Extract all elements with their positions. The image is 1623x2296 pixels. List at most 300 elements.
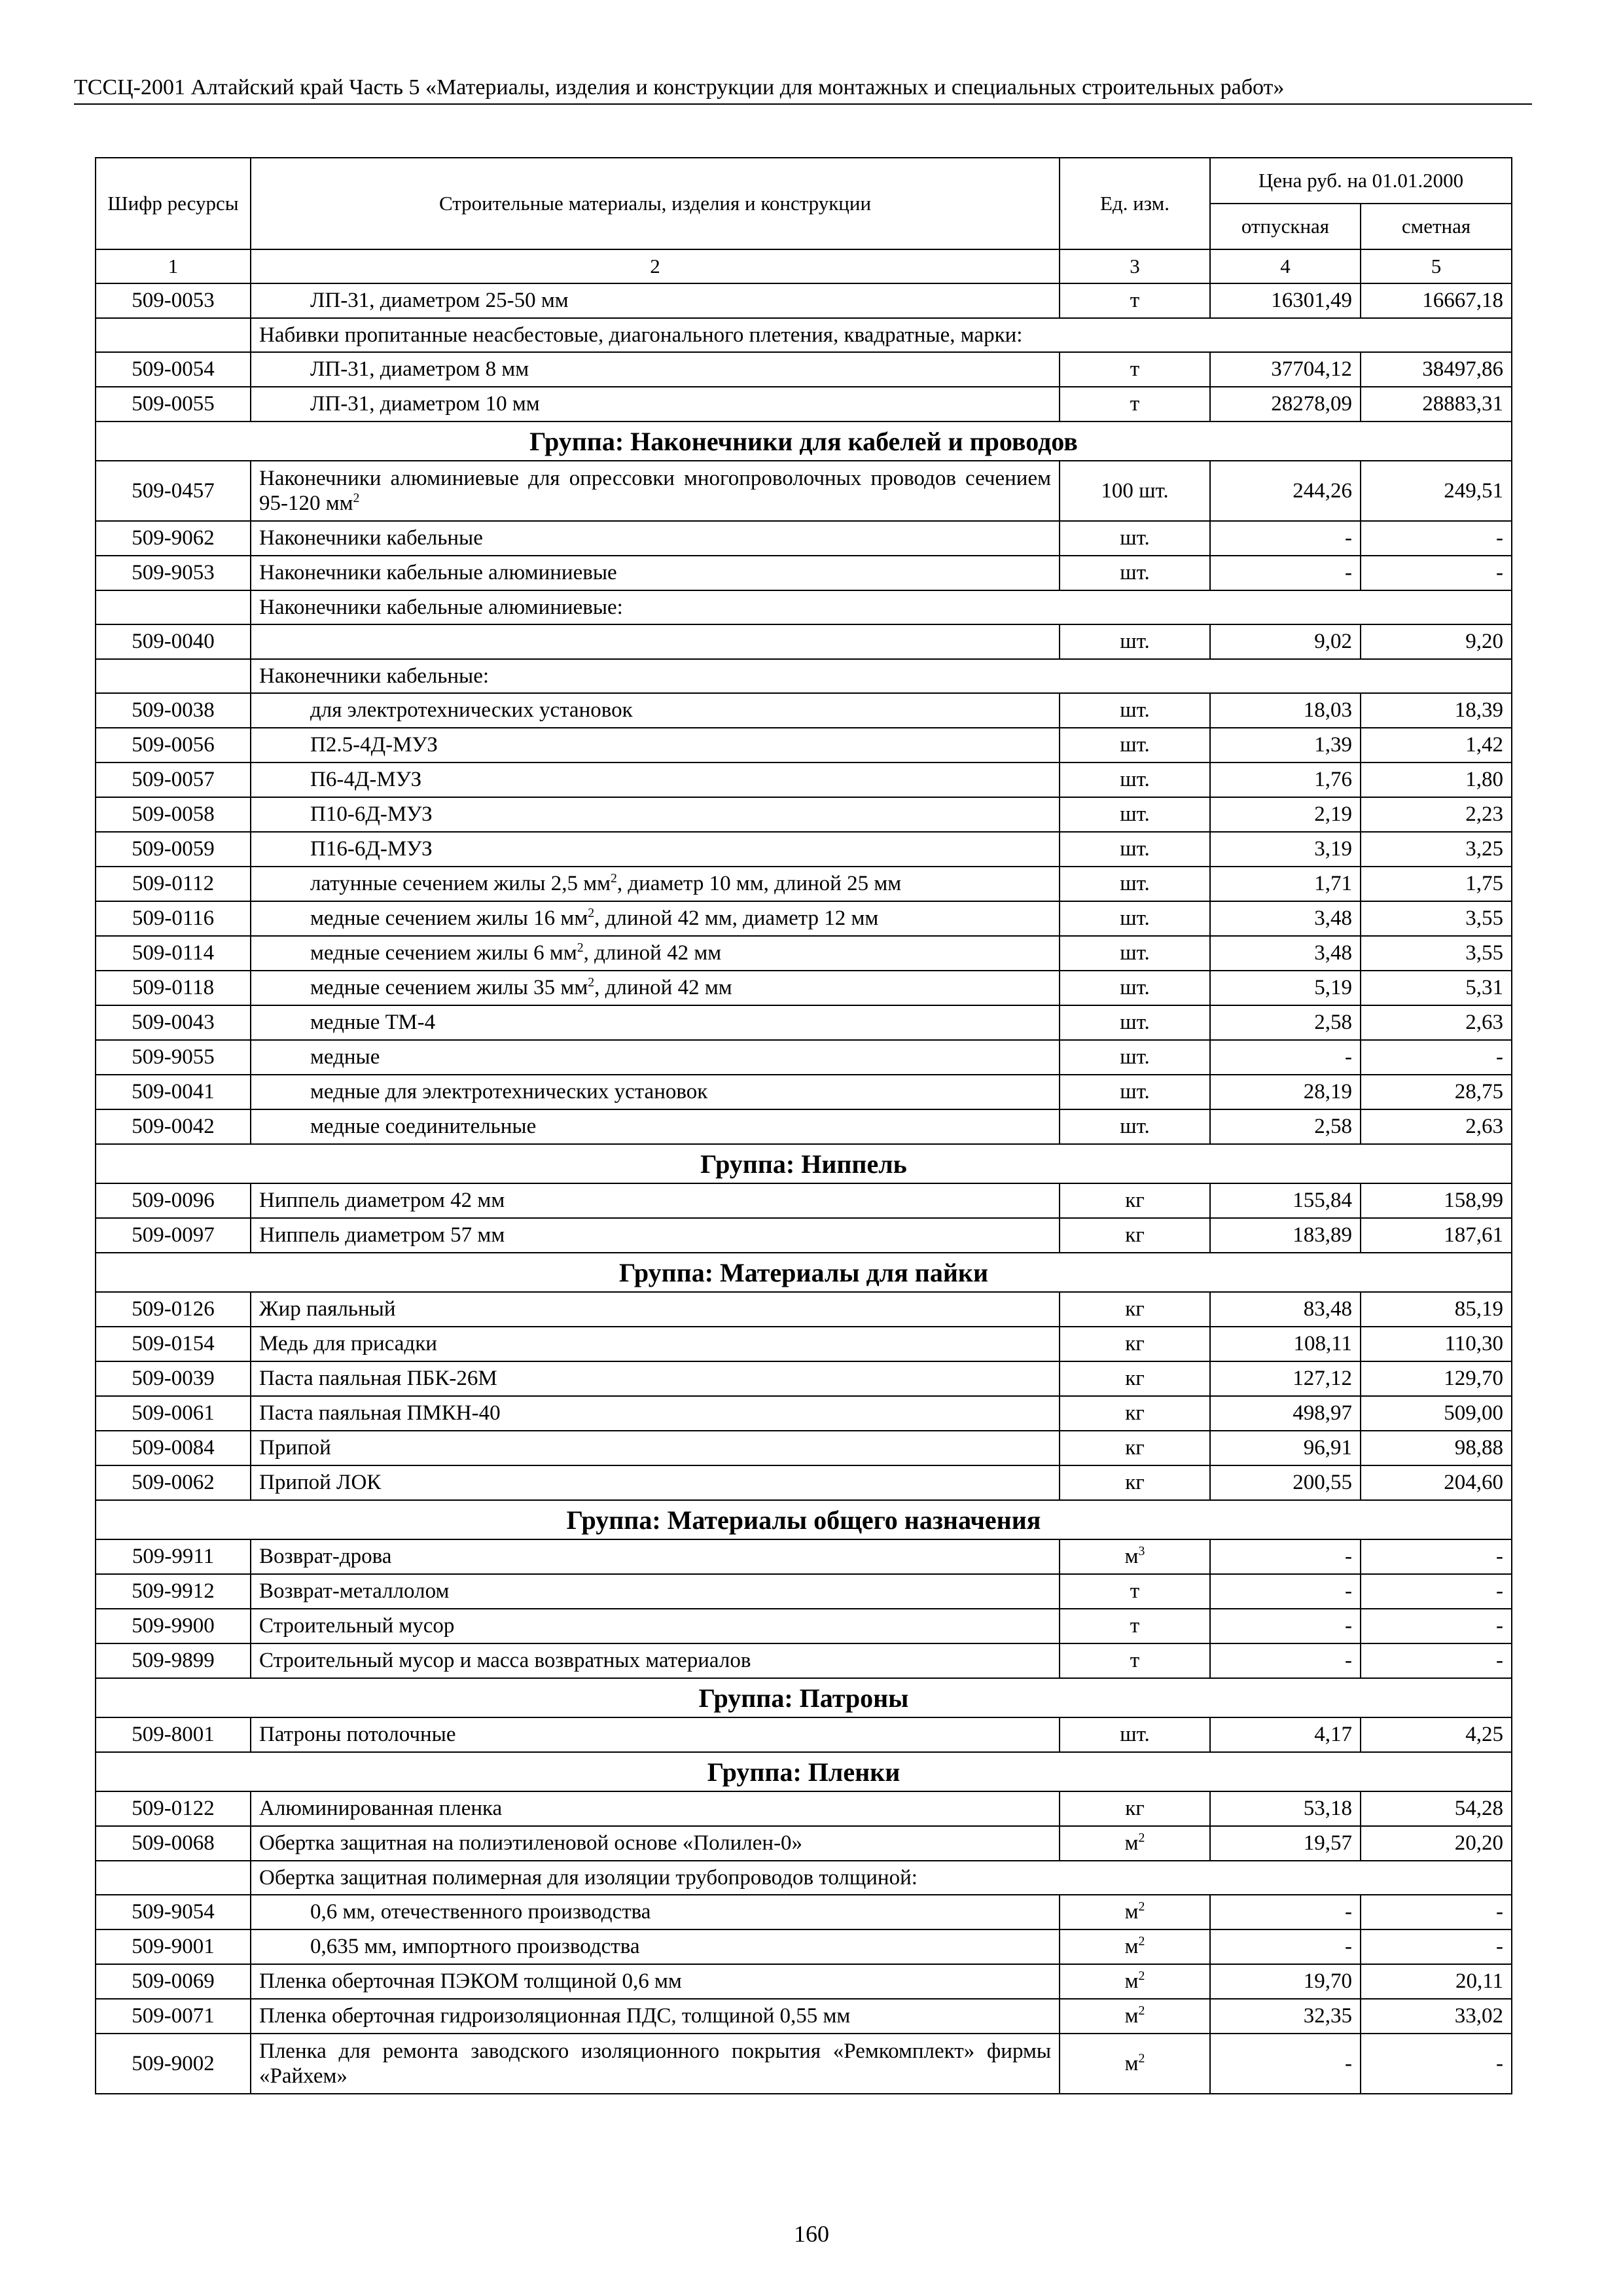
material-name-text: медные для электротехнических установок xyxy=(310,1080,708,1103)
table-row xyxy=(96,461,1512,521)
release-price: 3,48 xyxy=(1210,936,1361,971)
resource-code: 509-0097 xyxy=(96,1218,251,1253)
unit-text: шт. xyxy=(1120,802,1150,826)
table-row xyxy=(96,1717,1512,1752)
material-name xyxy=(251,1826,1060,1861)
resource-code: 509-0062 xyxy=(96,1465,251,1500)
material-name-text: медные xyxy=(310,1045,380,1069)
column-number: 4 xyxy=(1210,249,1361,283)
table-row xyxy=(96,971,1512,1005)
resource-code: 509-9053 xyxy=(96,556,251,590)
release-price: 127,12 xyxy=(1210,1361,1361,1396)
resource-code: 509-0154 xyxy=(96,1327,251,1361)
table-row xyxy=(96,693,1512,728)
group-title: Группа: Пленки xyxy=(96,1752,1512,1791)
unit-of-measure xyxy=(1060,1999,1210,2034)
release-price: - xyxy=(1210,1574,1361,1609)
resource-code: 509-0118 xyxy=(96,971,251,1005)
resource-code: 509-9001 xyxy=(96,1929,251,1964)
material-name-text: медные сечением жилы 16 мм xyxy=(310,906,588,930)
unit-of-measure xyxy=(1060,1431,1210,1465)
table-row xyxy=(96,1183,1512,1218)
subheading-row xyxy=(96,590,1512,624)
material-name xyxy=(251,352,1060,387)
table-row xyxy=(96,1826,1512,1861)
material-name-text: 0,6 мм, отечественного производства xyxy=(310,1900,651,1924)
group-title: Группа: Ниппель xyxy=(96,1144,1512,1183)
table-row xyxy=(96,1327,1512,1361)
resource-code: 509-0043 xyxy=(96,1005,251,1040)
unit-of-measure xyxy=(1060,832,1210,867)
estimate-price: - xyxy=(1361,1539,1512,1574)
resource-code-cell xyxy=(96,1861,251,1895)
unit-of-measure xyxy=(1060,936,1210,971)
release-price: 18,03 xyxy=(1210,693,1361,728)
table-row xyxy=(96,797,1512,832)
material-name-text: Паста паяльная ПМКН-40 xyxy=(259,1401,501,1425)
unit-text: м xyxy=(1124,1831,1139,1855)
group-heading-row xyxy=(96,1678,1512,1717)
unit-text: кг xyxy=(1125,1332,1145,1355)
estimate-price: 9,20 xyxy=(1361,624,1512,659)
material-name xyxy=(251,762,1060,797)
estimate-price: - xyxy=(1361,1895,1512,1929)
column-number: 3 xyxy=(1060,249,1210,283)
material-name-text: Возврат-металлолом xyxy=(259,1579,450,1603)
material-name-text: Строительный мусор xyxy=(259,1614,455,1638)
unit-superscript: 2 xyxy=(1138,2051,1145,2066)
material-name-text: П2.5-4Д-МУЗ xyxy=(310,733,438,757)
resource-code: 509-9055 xyxy=(96,1040,251,1075)
material-name xyxy=(251,1609,1060,1643)
table-row xyxy=(96,1109,1512,1144)
unit-text: шт. xyxy=(1120,976,1150,999)
material-name xyxy=(251,1643,1060,1678)
estimate-price: 187,61 xyxy=(1361,1218,1512,1253)
table-row xyxy=(96,387,1512,422)
unit-text: кг xyxy=(1125,1297,1145,1321)
price-table xyxy=(95,157,1512,2094)
table-row xyxy=(96,556,1512,590)
material-name-text: медные сечением жилы 6 мм xyxy=(310,941,577,965)
unit-text: кг xyxy=(1125,1367,1145,1390)
release-price: 83,48 xyxy=(1210,1292,1361,1327)
unit-of-measure xyxy=(1060,1218,1210,1253)
unit-of-measure xyxy=(1060,1826,1210,1861)
column-header-price-release: отпускная xyxy=(1210,204,1361,249)
release-price: 4,17 xyxy=(1210,1717,1361,1752)
estimate-price: 20,11 xyxy=(1361,1964,1512,1999)
group-title: Группа: Наконечники для кабелей и проводов xyxy=(96,422,1512,461)
resource-code: 509-0068 xyxy=(96,1826,251,1861)
unit-text: т xyxy=(1130,392,1140,416)
resource-code: 509-0096 xyxy=(96,1183,251,1218)
material-name xyxy=(251,1964,1060,1999)
unit-text: шт. xyxy=(1120,941,1150,965)
resource-code: 509-0056 xyxy=(96,728,251,762)
estimate-price: 5,31 xyxy=(1361,971,1512,1005)
subheading-text: Обертка защитная полимерная для изоляции трубопроводов толщиной: xyxy=(251,1861,1512,1895)
estimate-price: - xyxy=(1361,1609,1512,1643)
release-price: 2,58 xyxy=(1210,1005,1361,1040)
estimate-price: - xyxy=(1361,521,1512,556)
resource-code: 509-0054 xyxy=(96,352,251,387)
unit-of-measure xyxy=(1060,1109,1210,1144)
estimate-price: 28,75 xyxy=(1361,1075,1512,1109)
group-title: Группа: Патроны xyxy=(96,1678,1512,1717)
unit-text: м xyxy=(1124,1969,1139,1993)
group-heading-row xyxy=(96,1752,1512,1791)
unit-of-measure xyxy=(1060,693,1210,728)
estimate-price: 85,19 xyxy=(1361,1292,1512,1327)
unit-of-measure xyxy=(1060,1396,1210,1431)
resource-code: 509-9062 xyxy=(96,521,251,556)
resource-code: 509-0071 xyxy=(96,1999,251,2034)
table-row xyxy=(96,1791,1512,1826)
table-row xyxy=(96,1574,1512,1609)
subheading-text: Наконечники кабельные: xyxy=(251,659,1512,693)
table-row xyxy=(96,1361,1512,1396)
unit-text: шт. xyxy=(1120,1115,1150,1138)
column-header-code: Шифр ресурсы xyxy=(96,158,251,249)
unit-of-measure xyxy=(1060,1327,1210,1361)
table-row xyxy=(96,867,1512,901)
estimate-price: - xyxy=(1361,1643,1512,1678)
page-number: 160 xyxy=(794,2221,829,2247)
table-row xyxy=(96,1539,1512,1574)
material-name-text: Строительный мусор и масса возвратных материалов xyxy=(259,1649,751,1672)
unit-text: шт. xyxy=(1120,872,1150,895)
unit-of-measure xyxy=(1060,1574,1210,1609)
unit-text: м xyxy=(1124,1545,1139,1568)
resource-code: 509-0040 xyxy=(96,624,251,659)
estimate-price: 158,99 xyxy=(1361,1183,1512,1218)
unit-text: м xyxy=(1124,1900,1139,1924)
unit-superscript: 2 xyxy=(1138,1831,1145,1845)
estimate-price: 98,88 xyxy=(1361,1431,1512,1465)
estimate-price: - xyxy=(1361,1040,1512,1075)
material-name xyxy=(251,521,1060,556)
unit-of-measure xyxy=(1060,1075,1210,1109)
estimate-price: 28883,31 xyxy=(1361,387,1512,422)
release-price: - xyxy=(1210,1895,1361,1929)
material-name-text: П10-6Д-МУЗ xyxy=(310,802,433,826)
table-row xyxy=(96,1964,1512,1999)
unit-of-measure xyxy=(1060,1539,1210,1574)
group-title: Группа: Материалы для пайки xyxy=(96,1253,1512,1292)
unit-text: т xyxy=(1130,289,1140,312)
resource-code: 509-0038 xyxy=(96,693,251,728)
material-name xyxy=(251,1361,1060,1396)
subheading-row xyxy=(96,318,1512,352)
table-row xyxy=(96,1431,1512,1465)
material-name xyxy=(251,1327,1060,1361)
estimate-price: - xyxy=(1361,556,1512,590)
table-row xyxy=(96,1895,1512,1929)
table-row xyxy=(96,352,1512,387)
release-price: 28278,09 xyxy=(1210,387,1361,422)
column-header-price-group: Цена руб. на 01.01.2000 xyxy=(1210,158,1512,204)
release-price: 9,02 xyxy=(1210,624,1361,659)
release-price: 96,91 xyxy=(1210,1431,1361,1465)
unit-of-measure xyxy=(1060,1895,1210,1929)
table-row xyxy=(96,1005,1512,1040)
resource-code: 509-8001 xyxy=(96,1717,251,1752)
material-name-text: Наконечники кабельные xyxy=(259,526,483,550)
resource-code: 509-0116 xyxy=(96,901,251,936)
unit-of-measure xyxy=(1060,797,1210,832)
group-heading-row xyxy=(96,1500,1512,1539)
resource-code: 509-0084 xyxy=(96,1431,251,1465)
release-price: 183,89 xyxy=(1210,1218,1361,1253)
unit-of-measure xyxy=(1060,556,1210,590)
material-name xyxy=(251,1431,1060,1465)
material-name-text: Медь для присадки xyxy=(259,1332,437,1355)
material-name-text: ЛП-31, диаметром 8 мм xyxy=(310,357,529,381)
unit-of-measure xyxy=(1060,1643,1210,1678)
material-name-text: П16-6Д-МУЗ xyxy=(310,837,433,861)
release-price: 28,19 xyxy=(1210,1075,1361,1109)
unit-of-measure xyxy=(1060,2034,1210,2094)
estimate-price: 1,80 xyxy=(1361,762,1512,797)
resource-code: 509-9899 xyxy=(96,1643,251,1678)
unit-text: т xyxy=(1130,357,1140,381)
material-name xyxy=(251,1574,1060,1609)
superscript: 2 xyxy=(577,941,584,955)
unit-text: кг xyxy=(1125,1223,1145,1247)
material-name xyxy=(251,1218,1060,1253)
unit-text: т xyxy=(1130,1614,1140,1638)
unit-superscript: 3 xyxy=(1138,1544,1145,1558)
release-price: 19,57 xyxy=(1210,1826,1361,1861)
group-heading-row xyxy=(96,1253,1512,1292)
release-price: 108,11 xyxy=(1210,1327,1361,1361)
material-name-text: ЛП-31, диаметром 10 мм xyxy=(310,392,540,416)
table-row xyxy=(96,521,1512,556)
material-name-text: Пленка для ремонта заводского изоляционного покрытия «Ремкомплект» фирмы «Райхем» xyxy=(259,2039,1051,2088)
unit-of-measure xyxy=(1060,387,1210,422)
table-row xyxy=(96,1040,1512,1075)
release-price: 19,70 xyxy=(1210,1964,1361,1999)
material-name-text-tail: , длиной 42 мм xyxy=(594,976,732,999)
material-name-text-tail: , длиной 42 мм xyxy=(583,941,722,965)
material-name-text: медные соединительные xyxy=(310,1115,537,1138)
material-name xyxy=(251,1040,1060,1075)
release-price: - xyxy=(1210,1609,1361,1643)
material-name xyxy=(251,461,1060,521)
table-row xyxy=(96,1465,1512,1500)
resource-code: 509-0039 xyxy=(96,1361,251,1396)
release-price: 53,18 xyxy=(1210,1791,1361,1826)
material-name-text: латунные сечением жилы 2,5 мм xyxy=(310,872,611,895)
unit-of-measure xyxy=(1060,283,1210,318)
estimate-price: 249,51 xyxy=(1361,461,1512,521)
unit-text: шт. xyxy=(1120,1011,1150,1034)
unit-text: кг xyxy=(1125,1401,1145,1425)
resource-code: 509-9911 xyxy=(96,1539,251,1574)
estimate-price: - xyxy=(1361,2034,1512,2094)
unit-of-measure xyxy=(1060,1791,1210,1826)
release-price: - xyxy=(1210,2034,1361,2094)
estimate-price: 2,63 xyxy=(1361,1005,1512,1040)
unit-text: м xyxy=(1124,1935,1139,1958)
unit-superscript: 2 xyxy=(1138,1969,1145,1983)
unit-of-measure xyxy=(1060,1929,1210,1964)
material-name xyxy=(251,936,1060,971)
release-price: 1,71 xyxy=(1210,867,1361,901)
material-name xyxy=(251,1292,1060,1327)
material-name xyxy=(251,1005,1060,1040)
group-title: Группа: Материалы общего назначения xyxy=(96,1500,1512,1539)
table-row xyxy=(96,832,1512,867)
material-name-text-tail: , диаметр 10 мм, длиной 25 мм xyxy=(616,872,902,895)
table-row xyxy=(96,936,1512,971)
subheading-row xyxy=(96,659,1512,693)
estimate-price: 2,63 xyxy=(1361,1109,1512,1144)
material-name-text: медные ТМ-4 xyxy=(310,1011,436,1034)
resource-code: 509-0126 xyxy=(96,1292,251,1327)
release-price: 244,26 xyxy=(1210,461,1361,521)
material-name xyxy=(251,901,1060,936)
estimate-price: 129,70 xyxy=(1361,1361,1512,1396)
unit-of-measure xyxy=(1060,521,1210,556)
resource-code: 509-0053 xyxy=(96,283,251,318)
estimate-price: 110,30 xyxy=(1361,1327,1512,1361)
material-name xyxy=(251,1929,1060,1964)
subheading-text: Набивки пропитанные неасбестовые, диагонального плетения, квадратные, марки: xyxy=(251,318,1512,352)
unit-of-measure xyxy=(1060,1465,1210,1500)
unit-superscript: 2 xyxy=(1138,1934,1145,1948)
release-price: 155,84 xyxy=(1210,1183,1361,1218)
material-name-text: Паста паяльная ПБК-26М xyxy=(259,1367,497,1390)
material-name xyxy=(251,1539,1060,1574)
material-name-text: Наконечники кабельные алюминиевые xyxy=(259,561,617,584)
material-name-text: Обертка защитная на полиэтиленовой основе «Полилен-0» xyxy=(259,1831,803,1855)
superscript: 2 xyxy=(610,871,617,886)
table-row xyxy=(96,2034,1512,2094)
release-price: 498,97 xyxy=(1210,1396,1361,1431)
material-name-text: Патроны потолочные xyxy=(259,1723,456,1746)
unit-text: шт. xyxy=(1120,1723,1150,1746)
unit-superscript: 2 xyxy=(1138,1899,1145,1914)
unit-of-measure xyxy=(1060,971,1210,1005)
table-row xyxy=(96,624,1512,659)
material-name xyxy=(251,1075,1060,1109)
subheading-text: Наконечники кабельные алюминиевые: xyxy=(251,590,1512,624)
unit-text: кг xyxy=(1125,1471,1145,1494)
resource-code: 509-0114 xyxy=(96,936,251,971)
material-name-text: Жир паяльный xyxy=(259,1297,396,1321)
material-name-text: Припой ЛОК xyxy=(259,1471,382,1494)
resource-code: 509-9900 xyxy=(96,1609,251,1643)
estimate-price: 2,23 xyxy=(1361,797,1512,832)
unit-text: шт. xyxy=(1120,698,1150,722)
estimate-price: 1,42 xyxy=(1361,728,1512,762)
unit-text: т xyxy=(1130,1579,1140,1603)
release-price: 2,19 xyxy=(1210,797,1361,832)
resource-code: 509-0457 xyxy=(96,461,251,521)
estimate-price: 3,55 xyxy=(1361,901,1512,936)
material-name-text: Ниппель диаметром 42 мм xyxy=(259,1189,505,1212)
material-name xyxy=(251,1999,1060,2034)
unit-superscript: 2 xyxy=(1138,2003,1145,2018)
material-name xyxy=(251,2034,1060,2094)
resource-code: 509-0069 xyxy=(96,1964,251,1999)
estimate-price: 18,39 xyxy=(1361,693,1512,728)
unit-of-measure xyxy=(1060,901,1210,936)
unit-of-measure xyxy=(1060,1005,1210,1040)
unit-text: м xyxy=(1124,2051,1139,2075)
material-name-text: 0,635 мм, импортного производства xyxy=(310,1935,640,1958)
unit-of-measure xyxy=(1060,728,1210,762)
material-name-text: Алюминированная пленка xyxy=(259,1797,503,1820)
estimate-price: 20,20 xyxy=(1361,1826,1512,1861)
unit-of-measure xyxy=(1060,1183,1210,1218)
estimate-price: 38497,86 xyxy=(1361,352,1512,387)
material-name xyxy=(251,797,1060,832)
resource-code: 509-0112 xyxy=(96,867,251,901)
table-row xyxy=(96,1075,1512,1109)
material-name xyxy=(251,832,1060,867)
unit-text: кг xyxy=(1125,1797,1145,1820)
estimate-price: 509,00 xyxy=(1361,1396,1512,1431)
price-table-body xyxy=(96,283,1512,2094)
estimate-price: - xyxy=(1361,1929,1512,1964)
material-name xyxy=(251,1791,1060,1826)
release-price: - xyxy=(1210,556,1361,590)
material-name-text: ЛП-31, диаметром 25-50 мм xyxy=(310,289,569,312)
column-number: 5 xyxy=(1361,249,1512,283)
unit-text: кг xyxy=(1125,1436,1145,1460)
material-name-text: Пленка оберточная гидроизоляционная ПДС, толщиной 0,55 мм xyxy=(259,2004,851,2028)
release-price: 16301,49 xyxy=(1210,283,1361,318)
superscript: 2 xyxy=(588,906,595,920)
resource-code-cell xyxy=(96,659,251,693)
material-name xyxy=(251,693,1060,728)
resource-code-cell xyxy=(96,590,251,624)
unit-text: шт. xyxy=(1120,906,1150,930)
table-row xyxy=(96,901,1512,936)
unit-text: шт. xyxy=(1120,526,1150,550)
estimate-price: - xyxy=(1361,1574,1512,1609)
material-name-text-tail: , длиной 42 мм, диаметр 12 мм xyxy=(594,906,879,930)
column-header-price-estimate: сметная xyxy=(1361,204,1512,249)
estimate-price: 204,60 xyxy=(1361,1465,1512,1500)
unit-text: шт. xyxy=(1120,1080,1150,1103)
unit-of-measure xyxy=(1060,461,1210,521)
release-price: 37704,12 xyxy=(1210,352,1361,387)
material-name xyxy=(251,1183,1060,1218)
resource-code: 509-0057 xyxy=(96,762,251,797)
resource-code: 509-0061 xyxy=(96,1396,251,1431)
material-name xyxy=(251,387,1060,422)
resource-code: 509-0059 xyxy=(96,832,251,867)
unit-of-measure xyxy=(1060,1040,1210,1075)
resource-code: 509-9912 xyxy=(96,1574,251,1609)
unit-of-measure xyxy=(1060,1609,1210,1643)
release-price: - xyxy=(1210,1643,1361,1678)
resource-code: 509-0042 xyxy=(96,1109,251,1144)
material-name xyxy=(251,283,1060,318)
release-price: - xyxy=(1210,1040,1361,1075)
table-row xyxy=(96,283,1512,318)
resource-code: 509-9002 xyxy=(96,2034,251,2094)
release-price: - xyxy=(1210,1929,1361,1964)
unit-of-measure xyxy=(1060,1361,1210,1396)
material-name xyxy=(251,971,1060,1005)
material-name xyxy=(251,1109,1060,1144)
unit-of-measure xyxy=(1060,867,1210,901)
